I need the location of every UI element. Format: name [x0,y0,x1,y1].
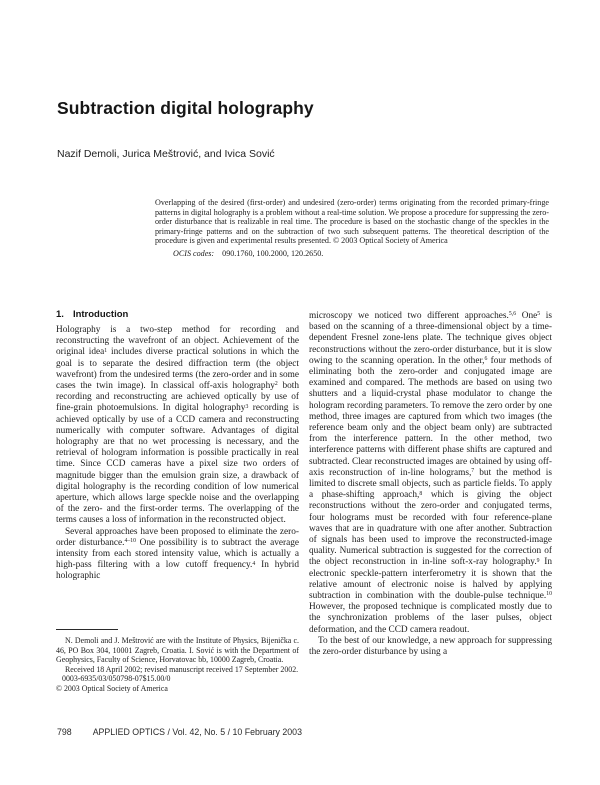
footnote-rule [56,629,118,630]
left-column-text [56,325,299,583]
ocis-codes: 090.1760, 100.2000, 120.2650. [222,248,324,258]
section-title: Introduction [72,309,129,320]
article-title: Subtraction digital holography [57,98,314,118]
footnote-text [56,636,299,694]
journal-info: APPLIED OPTICS / Vol. 42, No. 5 / 10 February 2003 [92,727,302,737]
paragraph: N. Demoli and J. Meštrović are with the Institute of Physics, Bijenička c. 46, PO Box 304, 10001 Zagreb, Croatia. I. Sović is with the Department of Geophysics, Faculty of Science, Horvatovac bb, 10000 Zagreb, Croatia. [56,636,299,665]
reference-superscript: 5,6 [508,311,517,318]
paragraph: Received 18 April 2002; revised manuscript received 17 September 2002. [65,664,299,674]
right-column [309,311,552,658]
paragraph: microscopy we noticed two different approaches.$^{5,6}$ One$^5$ is based on the scanning of a three-dimensional object by a time-dependent Fresnel zone-lens plate. The technique gives object reconstructions without the zero-order disturbance, but it is slow owing to the scanning operation. In the other,$^6$ four methods of eliminating both the zero-order and conjugated image are examined and compared. The methods are based on using two shutters and a liquid-crystal phase modulator to change the hologram recording parameters. To remove the zero order by one method, three images are captured from which two images (the reference beam only and the object beam only) are subtracted from the interference pattern. In the other method, two interference patterns with different phase shifts are captured and subtracted. Clear reconstructed images are obtained by using off-axis reconstruction of in-line holograms,$^7$ but the method is limited to discrete small objects, such as particle fields. To apply a phase-shifting approach,$^8$ which is giving the object reconstructions without the zero-order and conjugated terms, four holograms must be recorded with four reference-plane waves that are in quadrature with one after another. Subtraction of signals has been used to improve the reconstructed-image quality. Numerical subtraction is suggested for the correction of the object reconstruction in in-line soft-x-ray holography.$^9$ In electronic speckle-pattern interferometry it is shown that the relative amount of electronic noise is halved by applying subtraction in combination with the double-pulse technique.$^{10}$ However, the proposed technique is complicated mostly due to the synchronization problems of the laser pulses, object deformation, and the CCD camera readout. [309,311,552,635]
section-number: 1. [56,309,64,320]
reference-superscript: 8 [419,490,423,497]
reference-superscript: 4–10 [124,538,136,545]
reference-superscript: 6 [484,356,488,363]
reference-superscript: 5 [537,311,541,318]
reference-superscript: 4 [252,560,256,567]
paragraph: Several approaches have been proposed to eliminate the zero-order disturbance.$^{4-10}$ One possibility is to subtract the average intensity from each stored intensity value, which is actually a high-pass filtering with a low cutoff frequency.$^4$ In hybrid holographic [56,526,300,582]
paragraph: 0003-6935/03/050798-07$15.00/0 [62,674,171,684]
author-line: Nazif Demoli, Jurica Meštrović, and Ivica Sović [57,148,275,160]
abstract-text: Overlapping of the desired (first-order) and undesired (zero-order) terms originating from the recorded primary-fringe patterns in digital holography is a problem without a real-time solution. We propose a procedure for suppressing the zero-order disturbance that is realizable in real time. The procedure is based on the stochastic change of the speckles in the primary-fringe patterns and on the subtraction of two such subsequent patterns. The theoretical description of the procedure is given and experimental results presented. © 2003 Optical Society of America [155,198,549,245]
abstract-block [155,198,549,258]
left-column [56,309,299,583]
paragraph: © 2003 Optical Society of America [56,683,168,693]
reference-superscript: 3 [245,403,249,410]
paragraph: To the best of our knowledge, a new approach for suppressing the zero-order disturbance by using a [309,635,552,658]
reference-superscript: 10 [546,591,552,598]
section-heading [56,309,299,320]
page-number: 798 [57,727,72,737]
reference-superscript: 2 [274,381,278,388]
reference-superscript: 9 [536,557,540,564]
page-footer [57,727,302,737]
right-column-text [309,311,552,658]
ocis-label: OCIS codes: [173,248,215,258]
footnote-block [56,629,299,694]
ocis-line [155,249,549,259]
reference-superscript: 7 [471,468,475,475]
reference-superscript: 1 [104,347,108,354]
paragraph: Holography is a two-step method for recording and reconstructing the wavefront of an object. Achievement of the original idea$^1$ includes diverse practical solutions in which the goal is to separate the desired diffraction term (the object wavefront) from the undesired terms (the zero-order and in some cases the twin image). In classical off-axis holography$^2$ both recording and reconstructing are achieved optically by use of fine-grain photoemulsions. In digital holography$^3$ recording is achieved optically by use of a CCD camera and reconstructing numerically with computer software. Advantages of digital holography are that no wet processing is necessary, and the retrieval of hologram information is possible practically in real time. Since CCD cameras have a pixel size two orders of magnitude bigger than the emulsion grain size, a drawback of digital holography is the recording condition of low numerical aperture, which allows large speckle noise and the overlapping of the zero- and the first-order terms. The overlapping of the terms causes a loss of information in the reconstructed object. [56,325,299,526]
